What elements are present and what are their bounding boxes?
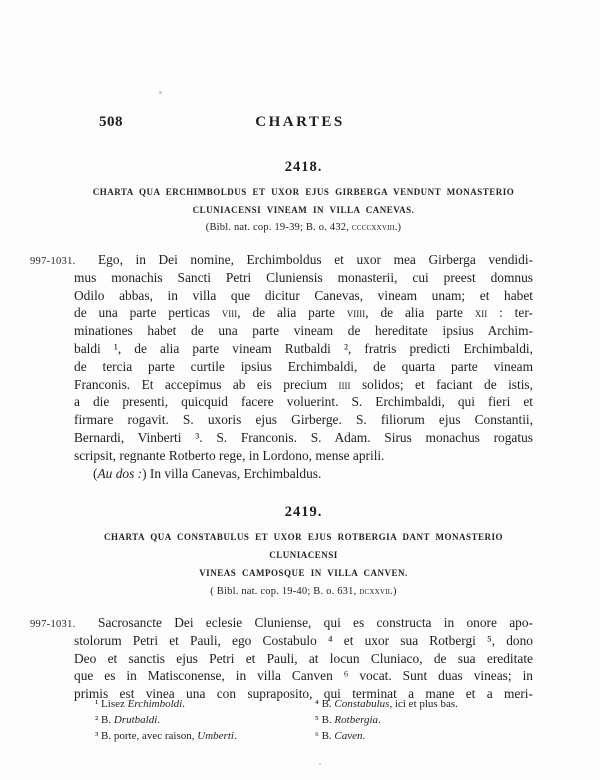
charter-title: [74, 528, 533, 582]
charter-text: [74, 614, 533, 703]
footnote: ⁴ B. Constabulus, ici et plus bas.: [315, 698, 458, 710]
body-line: Deo et sanctis ejus Petri et Pauli, at locun Cluniaco, de sua ereditate: [74, 650, 533, 666]
body-line: Odilo abbas, in villa que dicitur Canevas, vineam unam; et habet: [74, 287, 533, 303]
charter-number: 2419.: [284, 504, 323, 520]
body-line: Sacrosancte Dei eclesie Cluniense, qui es constructa in onore apo-: [98, 615, 533, 630]
body-line: de una parte perticas viii, de alia parte viiii, de alia parte xii : ter-: [74, 305, 533, 321]
source-citation: ( Bibl. nat. cop. 19-40; B. o. 631, dcxxvii.): [210, 586, 397, 597]
charter-title: [74, 183, 533, 219]
margin-date: 997-1031.: [30, 619, 76, 630]
charter-number: 2418.: [284, 159, 323, 175]
charter-title-line: CHARTA QUA CONSTABULUS ET UXOR EJUS ROTBERGIA DANT MONASTERIO CLUNIACENSI: [103, 532, 504, 560]
body-line: a die presenti, quicquid facere voluerint. S. Erchimbaldi, qui fieri et: [74, 394, 533, 410]
body-line: que es in Matisconense, in villa Canven ⁶ vocat. Sunt duas vineas; in: [74, 668, 533, 684]
charter-title-line: VINEAS CAMPOSQUE IN VILLA CANVEN.: [199, 568, 408, 578]
footnote-column-left: [95, 697, 315, 744]
footnote: ³ B. porte, avec raison, Umberti.: [95, 729, 237, 742]
running-title: CHARTES: [255, 114, 345, 130]
charter-section-2419: [30, 503, 533, 703]
page-number: 508: [99, 114, 123, 130]
body-line: de tercia parte curtile ipsius Erchimbaldi, de quarta parte vineam: [74, 358, 533, 374]
body-line: Bernardi, Vinberti ³. S. Franconis. S. Adam. Sirus monachus rogatus: [74, 429, 533, 445]
footnote: ² B. Drutbaldi.: [95, 713, 161, 726]
body-line: scripsit, regnante Rotberto rege, in Lordono, mense aprili.: [74, 447, 385, 463]
body-line: stolorum Petri et Pauli, ego Costabulo ⁴ et uxor sua Rotbergi ⁵, dono: [74, 632, 533, 648]
body-line: Franconis. Et accepimus ab eis precium iiii solidos; et faciant de istis,: [74, 376, 533, 392]
margin-date: 997-1031.: [30, 256, 76, 267]
footnote-column-right: [315, 697, 525, 744]
charter-body: [30, 614, 533, 703]
charter-title-line: CLUNIACENSI VINEAM IN VILLA CANEVAS.: [192, 205, 415, 215]
charter-title-line: CHARTA QUA ERCHIMBOLDUS ET UXOR EJUS GIRBERGA VENDUNT MONASTERIO: [92, 187, 515, 197]
source-citation: (Bibl. nat. cop. 19-39; B. o. 432, ccccxxviii.): [205, 222, 402, 233]
body-line: mus monachis Sancti Petri Cluniensis monasterii, cui preest domnus: [74, 269, 533, 285]
body-line: firmare rogavit. S. uxoris ejus Girberge. S. filiorum ejus Constantii,: [74, 412, 533, 428]
body-line: minationes habet de una parte vineam de hereditate ipsius Archim-: [74, 323, 533, 339]
body-line: Ego, in Dei nomine, Erchimboldus et uxor mea Girberga vendidi-: [98, 252, 533, 267]
scan-speck: [319, 763, 321, 765]
charter-section-2418: [30, 158, 533, 482]
footnote: ⁶ B. Caven.: [315, 729, 366, 742]
body-line: baldi ¹, de alia parte vineam Rutbaldi ², fratris predicti Erchimbaldi,: [74, 340, 533, 356]
footnote: ¹ Lisez Erchimboldi.: [95, 698, 185, 710]
charter-text: [74, 251, 533, 482]
charter-body: [30, 251, 533, 482]
footnote: ⁵ B. Rotbergia.: [315, 713, 381, 726]
body-line: (Au dos :) In villa Canevas, Erchimbaldus.: [93, 465, 322, 481]
scan-speck: [159, 91, 162, 94]
footnotes: [95, 697, 525, 744]
body-line: primis est vinea una con supraposito, qui terminat a mane et a meri-: [74, 686, 533, 702]
